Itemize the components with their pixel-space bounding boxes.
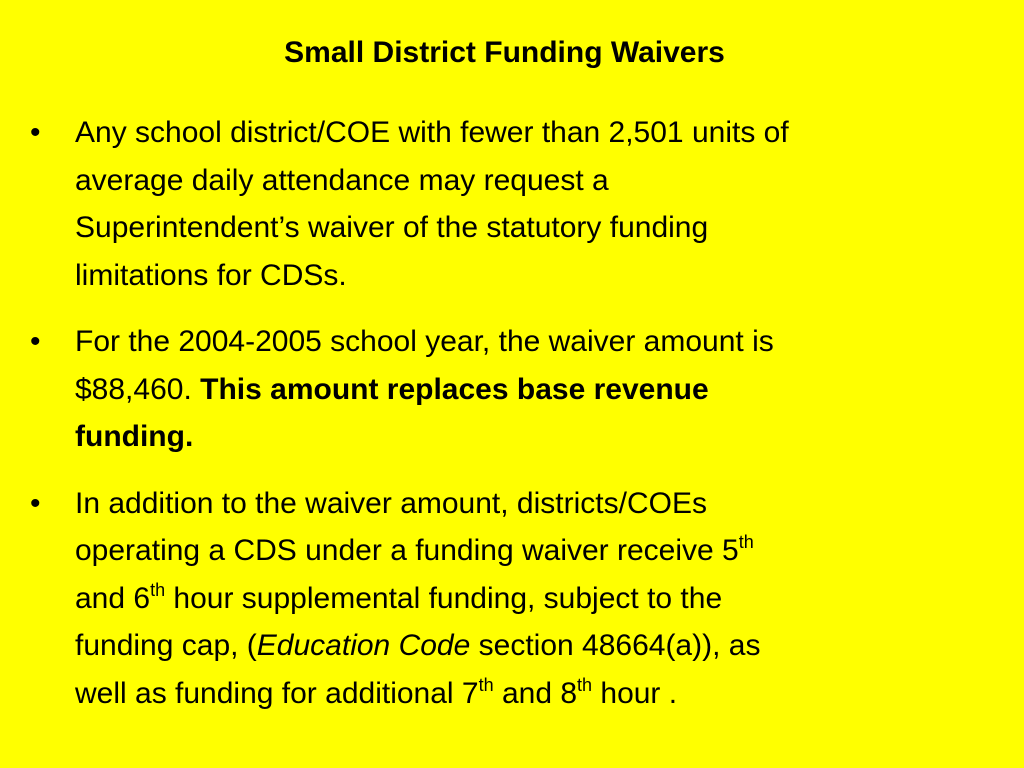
bullet-item-supplemental-funding	[30, 480, 970, 718]
bullet-text-line: Superintendent’s waiver of the statutory funding	[75, 211, 709, 244]
bullet-emphasis-text: This amount replaces base revenue	[200, 372, 709, 406]
bullet-text-line: Any school district/COE with fewer than 2,501 units of	[75, 116, 789, 149]
bullet-list	[30, 109, 970, 717]
bullet-text-line	[75, 622, 970, 670]
bullet-text-line: For the 2004-2005 school year, the waiver amount is	[75, 325, 774, 358]
bullet-text: hour supplemental funding, subject to the	[165, 581, 723, 615]
bullet-text: section 48664(a)), as	[470, 629, 761, 662]
bullet-text-line	[75, 366, 970, 414]
bullet-text-line	[75, 527, 970, 575]
ordinal-superscript: th	[478, 674, 494, 695]
bullet-text: funding cap, (	[75, 629, 257, 662]
bullet-text: well as funding for additional 7	[75, 676, 479, 710]
bullet-item-waiver-amount	[30, 318, 970, 461]
bullet-text: and 6	[75, 581, 151, 615]
slide-title: Small District Funding Waivers	[284, 36, 725, 69]
bullet-text: operating a CDS under a funding waiver receive 5	[75, 534, 739, 567]
ordinal-superscript: th	[577, 674, 593, 695]
ordinal-superscript: th	[738, 532, 754, 552]
bullet-text: $88,460.	[75, 372, 201, 406]
bullet-item-eligibility	[30, 109, 970, 299]
bullet-text-line: In addition to the waiver amount, districts/COEs	[75, 486, 707, 520]
ordinal-superscript: th	[150, 579, 166, 600]
bullet-marker: •	[30, 325, 41, 358]
citation-italic-text: Education Code	[256, 629, 471, 662]
bullet-text-line	[75, 413, 970, 461]
bullet-text: hour .	[592, 676, 678, 710]
bullet-text-line: limitations for CDSs.	[75, 258, 347, 292]
bullet-emphasis-text: funding.	[75, 420, 194, 453]
bullet-marker: •	[30, 116, 41, 149]
bullet-text-line	[75, 575, 970, 623]
bullet-text-line: average daily attendance may request a	[75, 163, 609, 197]
bullet-marker: •	[30, 486, 41, 520]
bullet-text-line	[75, 670, 970, 718]
bullet-text: and 8	[493, 676, 578, 710]
